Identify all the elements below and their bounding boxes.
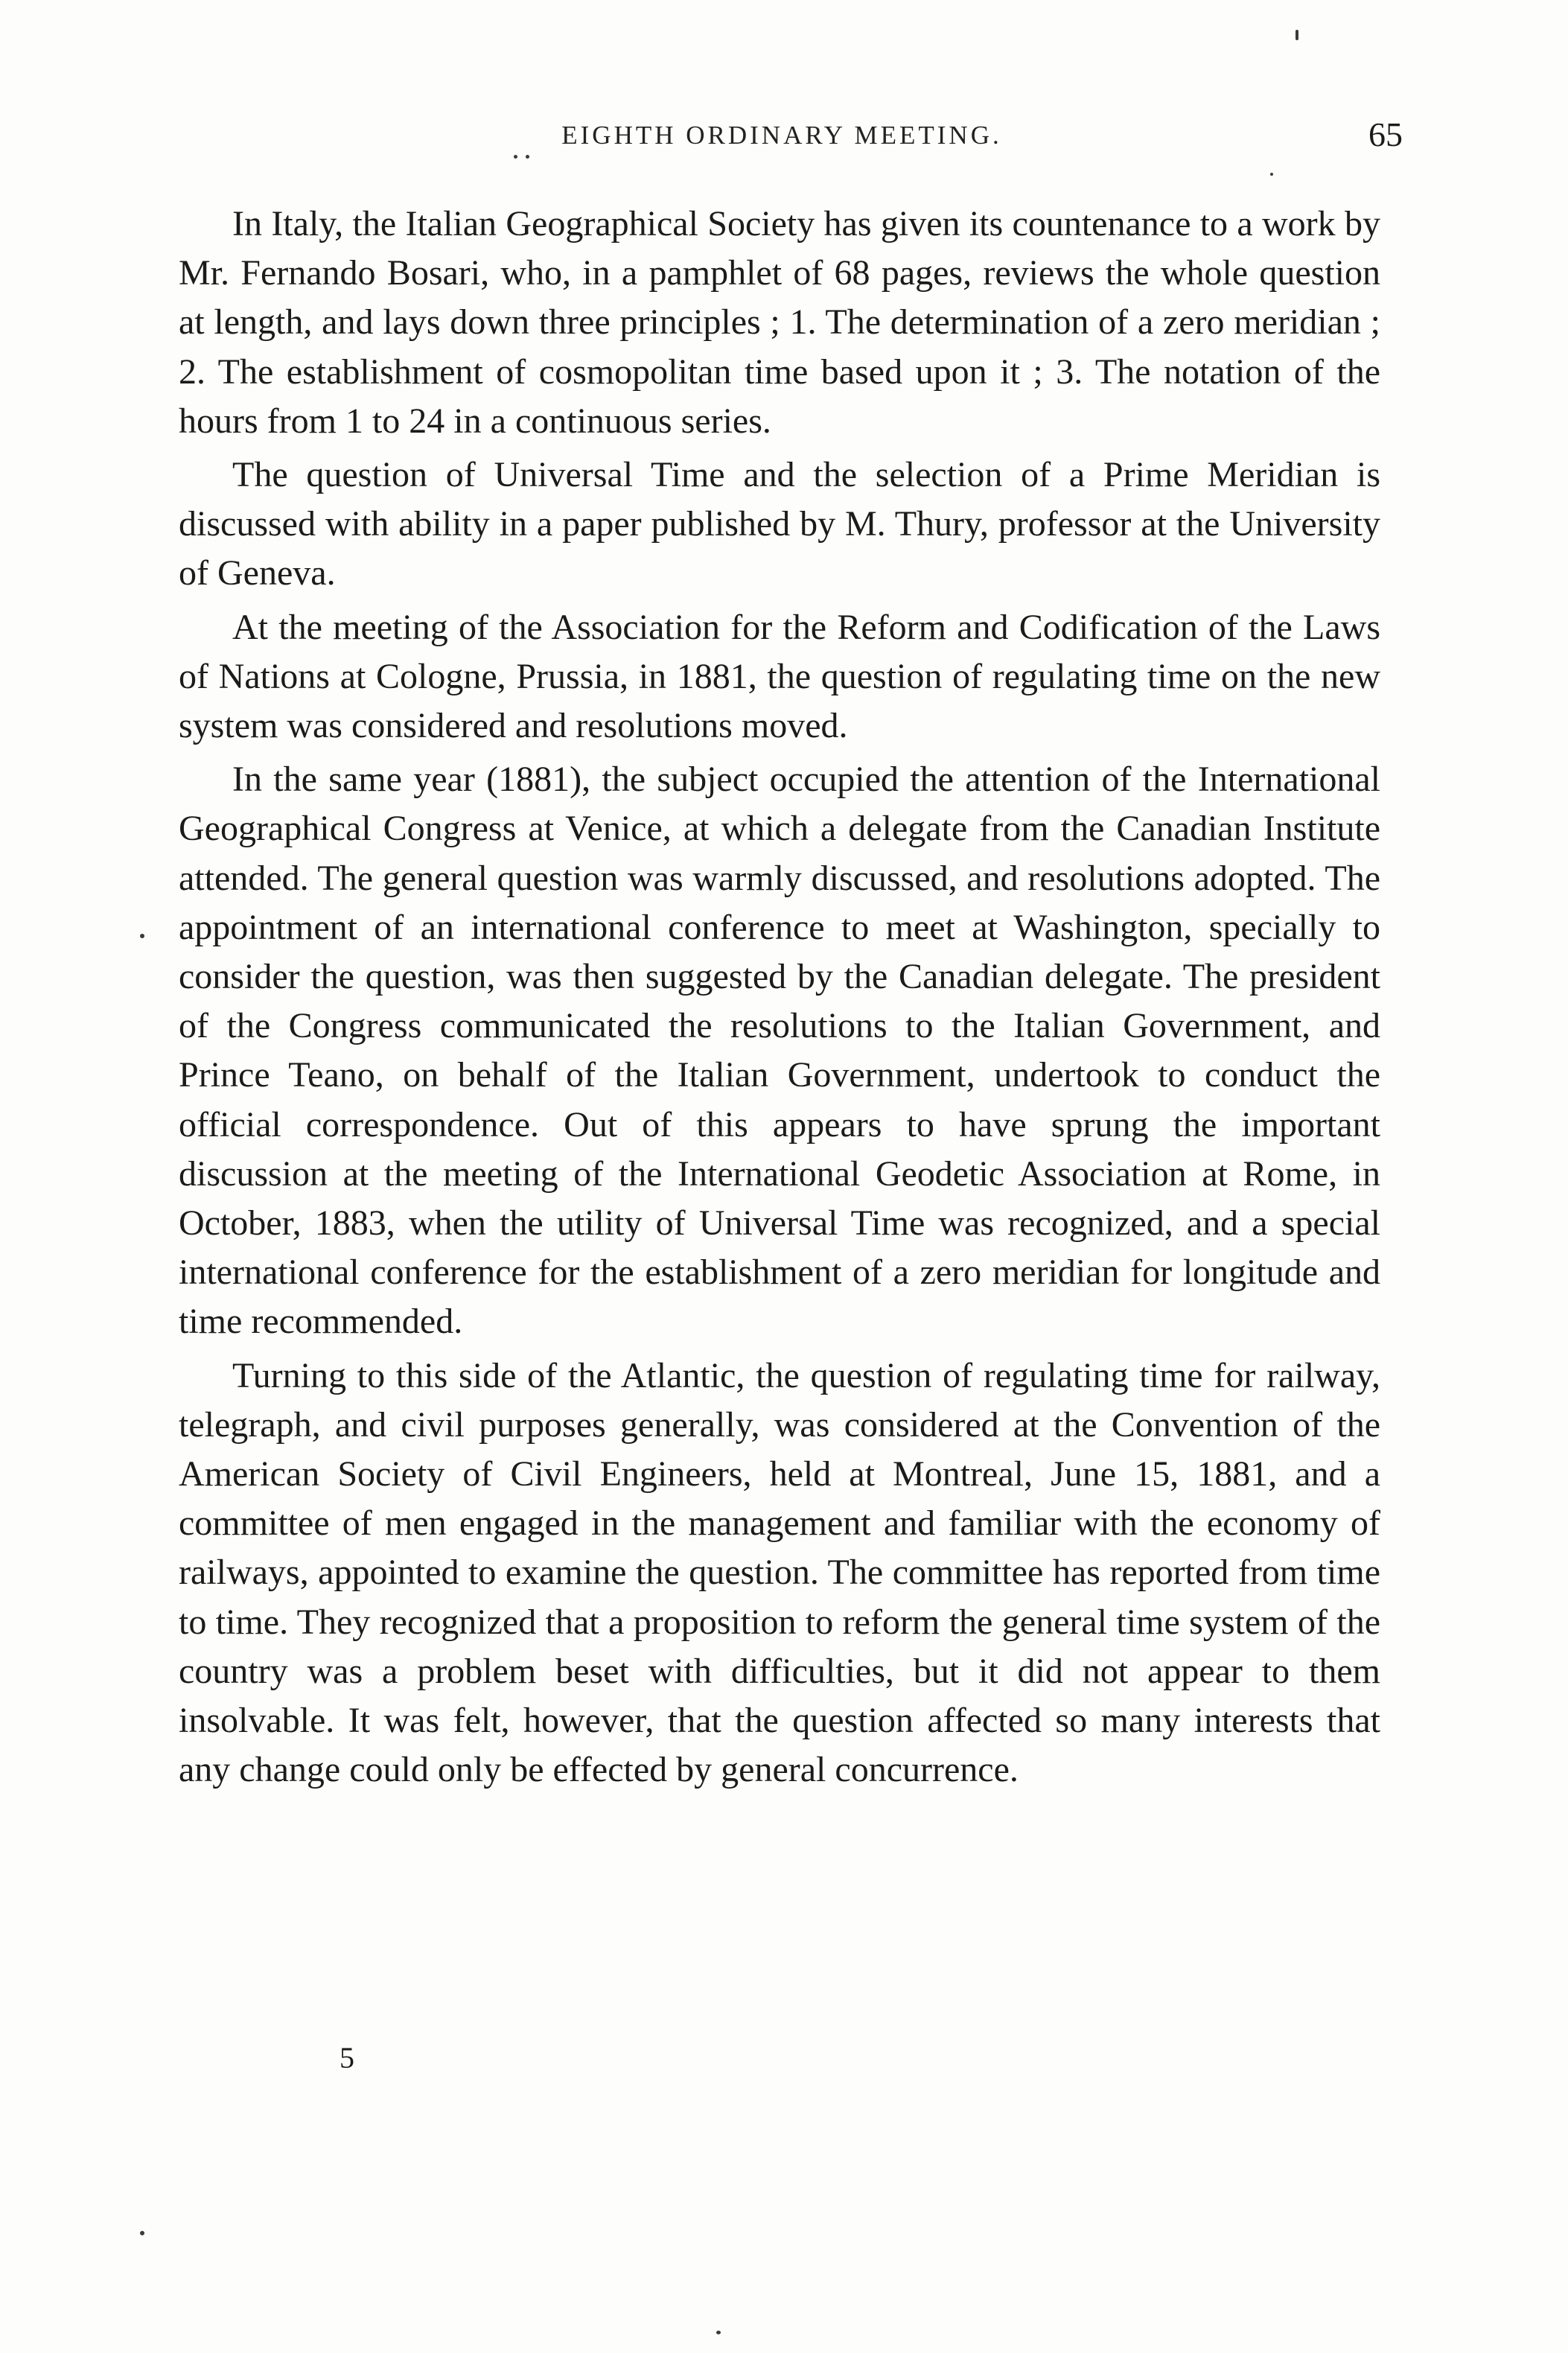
running-header	[179, 115, 1403, 162]
body-text	[179, 200, 1380, 1800]
signature-mark: 5	[340, 2041, 354, 2075]
paragraph-venice: In the same year (1881), the subject occupied the attention of the International Geographical Congress at Venice, at which a delegate from the Canadian Institute attended. The general question was warmly discussed, and resolutions adopted. The appointment of an international conference to meet at Washington, specially to consider the question, was then suggested by the Canadian delegate. The president of the Congress communicated the resolutions to the Italian Government, and Prince Teano, on behalf of the Italian Government, undertook to conduct the official correspondence. Out of this appears to have sprung the important discussion at the meeting of the International Geodetic Association at Rome, in October, 1883, when the utility of Universal Time was recognized, and a special international conference for the establishment of a zero meridian for longitude and time recommended.	[179, 760, 1380, 1342]
paragraph-italy: In Italy, the Italian Geographical Society has given its countenance to a work by Mr. Fernando Bosari, who, in a pamphlet of 68 pages, reviews the whole question at length, and lays down three principles ; 1. The determination of a zero meridian ; 2. The establishment of cosmopolitan time based upon it ; 3. The notation of the hours from 1 to 24 in a continuous series.	[179, 204, 1380, 441]
scan-speck	[140, 934, 144, 938]
paragraph-cologne: At the meeting of the Association for the Reform and Codification of the Laws of Nations at Cologne, Prussia, in 1881, the question of regulating time on the new system was considered and resolutions moved.	[179, 607, 1380, 746]
scan-speck	[514, 155, 517, 159]
paragraph-thury: The question of Universal Time and the selection of a Prime Meridian is discussed with ability in a paper published by M. Thury, professor at the University of Geneva.	[179, 455, 1380, 593]
scan-speck	[1295, 30, 1298, 40]
running-title: EIGHTH ORDINARY MEETING.	[561, 121, 1002, 150]
scan-speck	[140, 2231, 144, 2235]
scan-speck	[526, 155, 529, 159]
scan-speck	[1270, 173, 1273, 176]
scan-speck	[716, 2331, 721, 2334]
page-number: 65	[1368, 115, 1403, 153]
paragraph-atlantic: Turning to this side of the Atlantic, the question of regulating time for railway, telegraph, and civil purposes generally, was considered at the Convention of the American Society of Civil Engineers, held at Montreal, June 15, 1881, and a committee of men engaged in the management and familiar with the economy of railways, appointed to examine the question. The committee has reported from time to time. They recognized that a proposition to reform the general time system of the country was a problem beset with difficulties, but it did not appear to them insolvable. It was felt, however, that the question affected so many interests that any change could only be effected by general concurrence.	[179, 1355, 1380, 1790]
